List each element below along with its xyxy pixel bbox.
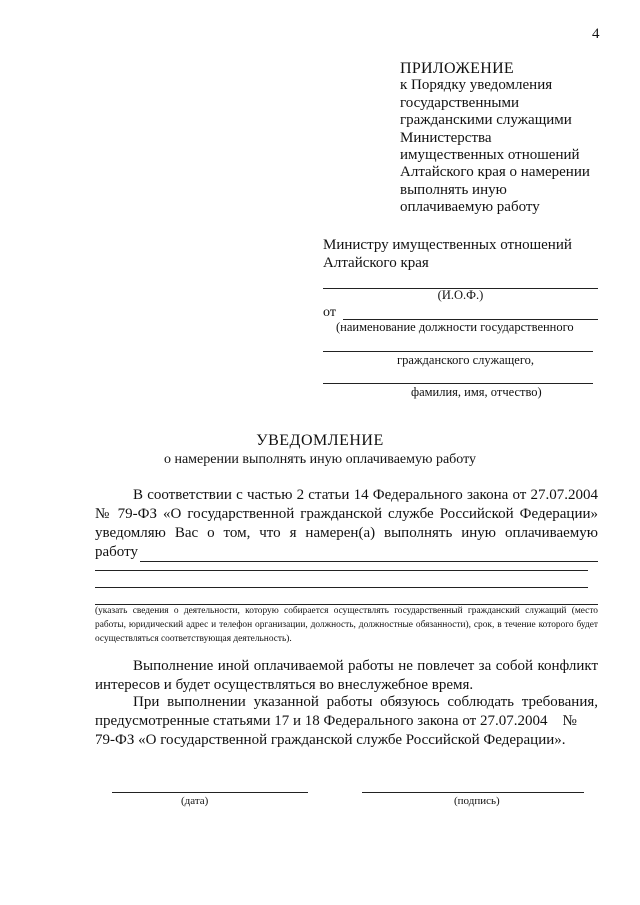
body-line: 79-ФЗ «О государственной гражданской службе Российской Федерации». bbox=[95, 732, 566, 748]
body-paragraph-2 bbox=[95, 657, 598, 695]
signature-line[interactable] bbox=[362, 792, 584, 793]
page-number: 4 bbox=[592, 26, 600, 42]
appendix-line: Алтайского края о намерении bbox=[400, 164, 590, 181]
body-paragraph-1 bbox=[95, 486, 598, 562]
body-line: предусмотренные статьями 17 и 18 Федерального закона от 27.07.2004 № bbox=[95, 713, 577, 729]
body-line: интересов и будет осуществляться во внеслужебное время. bbox=[95, 677, 474, 693]
civil-servant-caption: гражданского служащего, bbox=[397, 353, 535, 367]
appendix-line: выполнять иную bbox=[400, 181, 507, 198]
appendix-line: оплачиваемую работу bbox=[400, 199, 540, 216]
body-line: уведомляю Вас о том, что я намерен(а) выполнять иную оплачиваемую bbox=[95, 525, 598, 541]
body-line: В соответствии с частью 2 статьи 14 Федерального закона от 27.07.2004 bbox=[133, 487, 598, 503]
body-paragraph-3 bbox=[95, 693, 598, 750]
addressee-line: Министру имущественных отношений bbox=[323, 237, 572, 253]
notice-subtitle: о намерении выполнять иную оплачиваемую работу bbox=[163, 452, 477, 467]
name-caption: фамилия, имя, отчество) bbox=[411, 385, 542, 399]
date-caption: (дата) bbox=[181, 795, 209, 807]
fio-caption: (И.О.Ф.) bbox=[437, 288, 484, 302]
work-input-line[interactable] bbox=[140, 547, 598, 562]
body-line: работу bbox=[95, 544, 138, 560]
date-line[interactable] bbox=[112, 792, 308, 793]
from-label: от bbox=[323, 305, 336, 320]
instruction-note: (указать сведения о деятельности, которую собирается осуществлять государственный гражданский служащий (место работы, юридический адрес и телефон организации, должность, должностные обязанности), срок, в течение которого будет осуществляться соответствующая деятельность). bbox=[95, 606, 598, 644]
appendix-line: Министерства bbox=[400, 129, 492, 146]
appendix-line: гражданскими служащими bbox=[400, 112, 572, 129]
appendix-line: имущественных отношений bbox=[400, 147, 580, 164]
work-line bbox=[95, 543, 598, 562]
position-caption: (наименование должности государственного bbox=[336, 320, 574, 334]
blank-line[interactable] bbox=[95, 570, 588, 571]
appendix-title: ПРИЛОЖЕНИЕ bbox=[400, 60, 515, 77]
position-line[interactable] bbox=[323, 351, 593, 352]
appendix-line: государственными bbox=[400, 94, 519, 111]
body-line: При выполнении указанной работы обязуюсь соблюдать требования, bbox=[133, 694, 598, 710]
body-line: Выполнение иной оплачиваемой работы не повлечет за собой конфликт bbox=[133, 658, 598, 674]
appendix-line: к Порядку уведомления bbox=[400, 77, 553, 94]
name-line[interactable] bbox=[323, 383, 593, 384]
blank-line[interactable] bbox=[95, 587, 588, 588]
addressee-block bbox=[323, 236, 572, 272]
appendix-block bbox=[400, 60, 590, 217]
addressee-line: Алтайского края bbox=[323, 255, 429, 271]
body-line: № 79-ФЗ «О государственной гражданской службе Российской Федерации» bbox=[95, 506, 598, 522]
signature-caption: (подпись) bbox=[454, 795, 500, 807]
notice-title: УВЕДОМЛЕНИЕ bbox=[256, 432, 384, 449]
